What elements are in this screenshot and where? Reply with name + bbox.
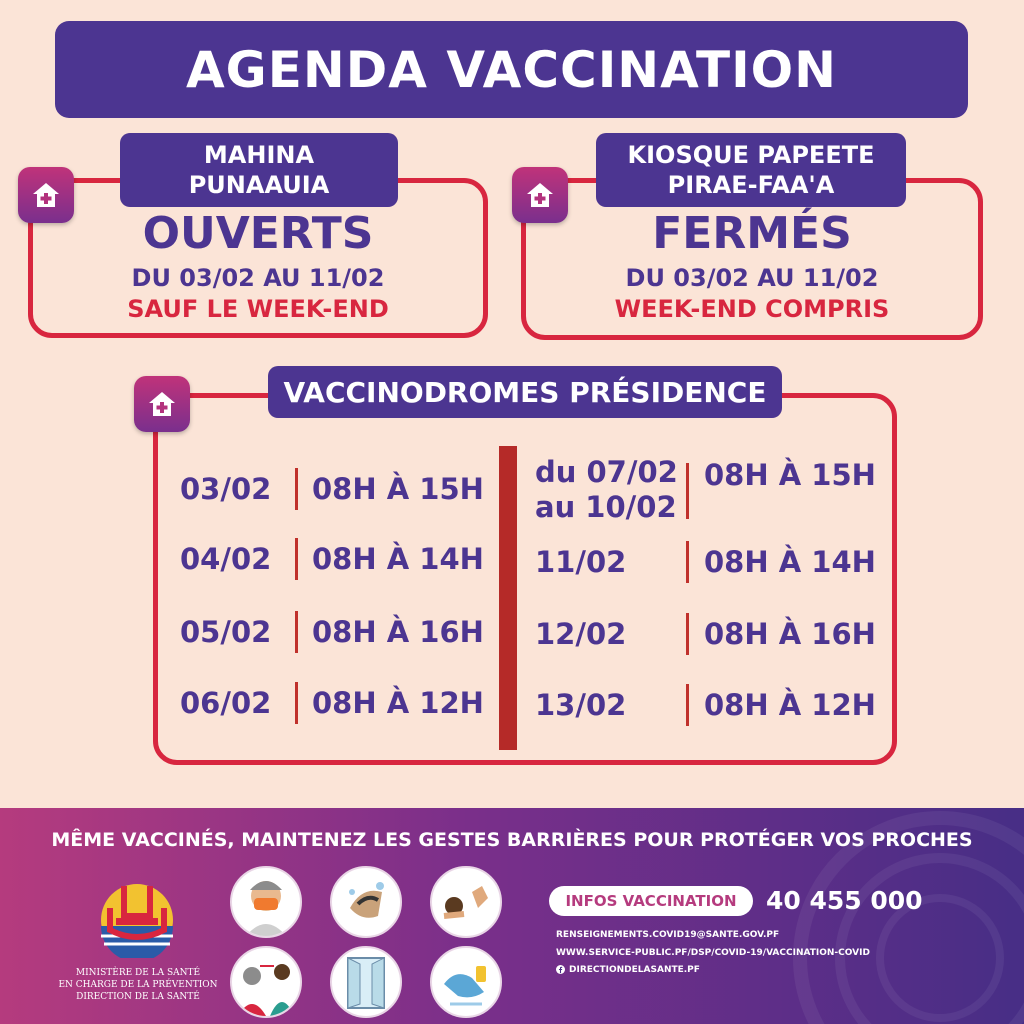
row-separator (295, 468, 298, 510)
gloves-disinfect-icon (430, 946, 502, 1018)
schedule-date: au 10/02 (535, 490, 677, 524)
right-status: FERMÉS (652, 208, 852, 259)
left-card-sites (120, 133, 398, 207)
house-icon (134, 376, 190, 432)
row-separator (295, 682, 298, 724)
schedule-date: du 07/02 (535, 455, 678, 489)
government-logo-icon (96, 878, 178, 958)
hand-washing-icon (330, 866, 402, 938)
left-note: SAUF LE WEEK-END (127, 295, 389, 323)
schedule-hours: 08H À 12H (312, 686, 484, 720)
website-link[interactable]: WWW.SERVICE-PUBLIC.PF/DSP/COVID-19/VACCINATION-COVID (556, 948, 870, 958)
schedule-hours: 08H À 15H (704, 458, 876, 492)
vaccinodromes-title-tab (268, 366, 782, 418)
facebook-icon (556, 965, 565, 974)
center-divider (499, 446, 517, 750)
schedule-hours: 08H À 16H (312, 615, 484, 649)
left-site-2: PUNAAUIA (188, 171, 330, 199)
distancing-icon (230, 946, 302, 1018)
left-site-1: MAHINA (203, 141, 315, 169)
row-separator (295, 538, 298, 580)
schedule-date: 04/02 (180, 542, 272, 576)
row-separator (295, 611, 298, 653)
schedule-hours: 08H À 16H (704, 617, 876, 651)
left-status: OUVERTS (142, 208, 374, 259)
infos-vaccination-label: INFOS VACCINATION (565, 892, 737, 910)
ministry-line: EN CHARGE DE LA PRÉVENTION (58, 980, 218, 990)
right-dates: DU 03/02 AU 11/02 (625, 264, 879, 292)
vaccinodromes-title: VACCINODROMES PRÉSIDENCE (283, 375, 767, 409)
page-title-bar (55, 21, 968, 118)
schedule-date: 05/02 (180, 615, 272, 649)
ventilation-icon (330, 946, 402, 1018)
mask-wearing-icon (230, 866, 302, 938)
ministry-line: DIRECTION DE LA SANTÉ (76, 992, 200, 1002)
email-link[interactable]: RENSEIGNEMENTS.COVID19@SANTE.GOV.PF (556, 930, 780, 940)
schedule-date: 03/02 (180, 472, 272, 506)
schedule-hours: 08H À 15H (312, 472, 484, 506)
greeting-no-contact-icon (430, 866, 502, 938)
right-site-2: PIRAE-FAA'A (667, 171, 835, 199)
right-note: WEEK-END COMPRIS (614, 295, 890, 323)
row-separator (686, 463, 689, 519)
facebook-link[interactable]: DIRECTIONDELASANTE.PF (569, 965, 700, 975)
schedule-date: 12/02 (535, 617, 627, 651)
footer-slogan: MÊME VACCINÉS, MAINTENEZ LES GESTES BARRIÈRES POUR PROTÉGER VOS PROCHES (51, 829, 973, 851)
schedule-hours: 08H À 14H (704, 545, 876, 579)
right-site-1: KIOSQUE PAPEETE (627, 141, 875, 169)
schedule-date: 11/02 (535, 545, 627, 579)
left-dates: DU 03/02 AU 11/02 (131, 264, 385, 292)
schedule-date: 06/02 (180, 686, 272, 720)
schedule-hours: 08H À 14H (312, 542, 484, 576)
schedule-hours: 08H À 12H (704, 688, 876, 722)
right-card-sites (596, 133, 906, 207)
infos-vaccination-badge (549, 886, 753, 916)
row-separator (686, 613, 689, 655)
row-separator (686, 684, 689, 726)
row-separator (686, 541, 689, 583)
page-title: AGENDA VACCINATION (185, 40, 838, 99)
phone-number: 40 455 000 (766, 886, 923, 915)
schedule-date: 13/02 (535, 688, 627, 722)
ministry-line: MINISTÈRE DE LA SANTÉ (75, 968, 201, 978)
